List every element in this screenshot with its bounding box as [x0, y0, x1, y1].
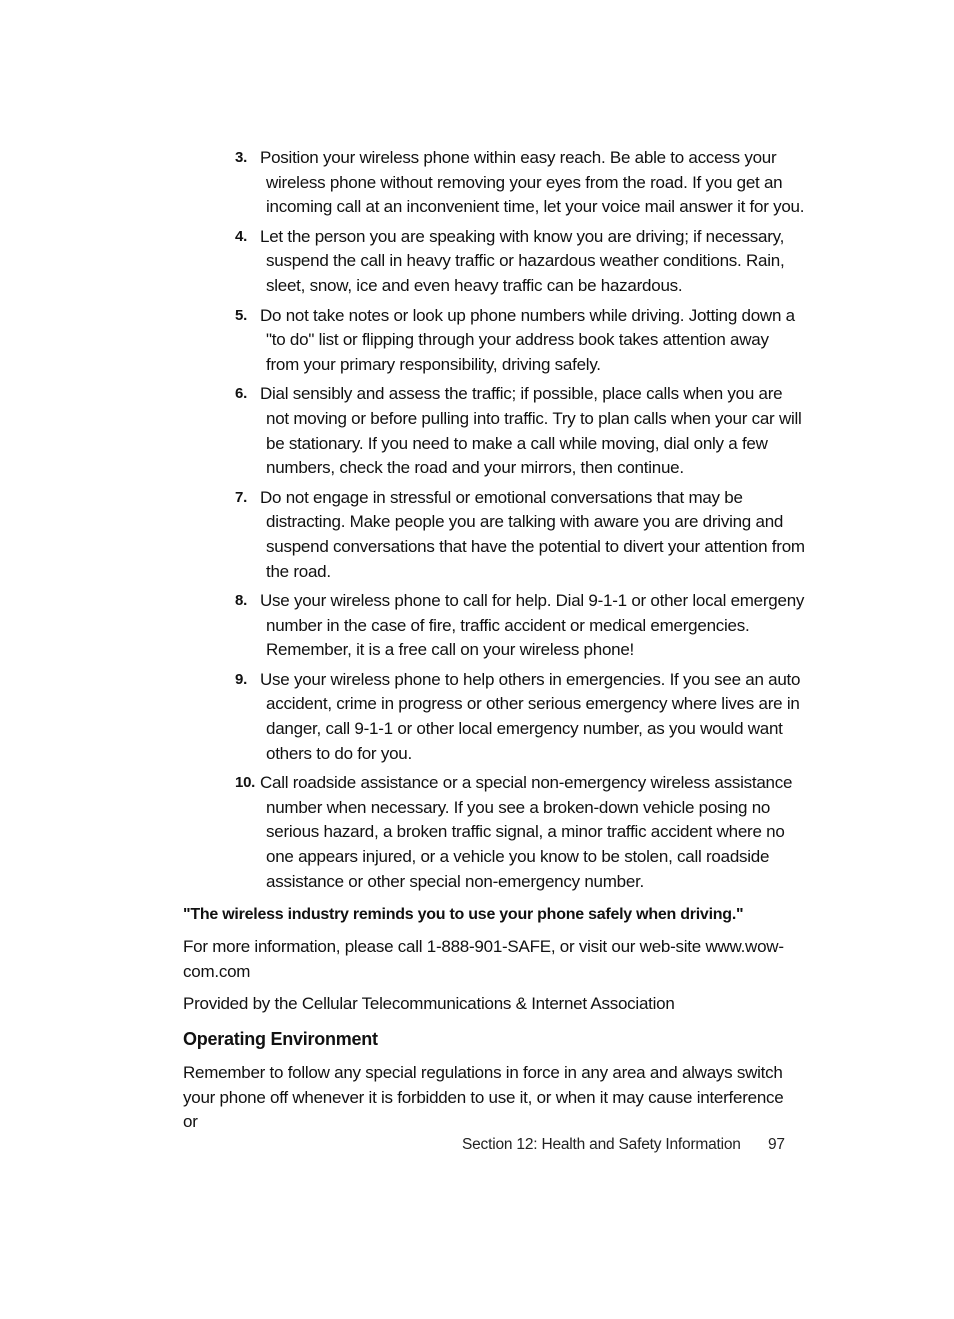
list-item-first-line: Use your wireless phone to help others in emergencies. If you see an auto	[260, 669, 801, 689]
list-item-text: accident, crime in progress or other serious emergency where lives are in danger, call 9-1-1 or other local emergency number, as you would want others to do for you.	[266, 694, 800, 763]
list-item-first-line: Use your wireless phone to call for help. Dial 9-1-1 or other local emergeny	[260, 591, 805, 611]
list-item-text: "to do" list or flipping through your address book takes attention away from your primary responsibility, driving safely.	[266, 330, 769, 374]
list-item	[235, 225, 805, 299]
safety-quote: "The wireless industry reminds you to use your phone safely when driving."	[183, 906, 744, 923]
list-item-text: number in the case of fire, traffic accident or medical emergencies. Remember, it is a free call on your wireless phone!	[266, 615, 750, 660]
list-item-text: moving or before pulling into traffic. Try to plan calls when your car will be stationary. If you need to make a call while moving, dial only a few numbers, check the road and your mirrors, then continue.	[266, 408, 802, 478]
list-item-number: 7.	[235, 488, 248, 506]
safety-tips-list	[235, 146, 805, 899]
list-item-number: 4.	[235, 227, 248, 245]
footer-section-title: Section 12: Health and Safety Information	[462, 1136, 741, 1153]
list-item	[235, 668, 805, 766]
list-item-number: 6.	[235, 385, 248, 403]
list-item-number: 9.	[235, 670, 248, 688]
list-item-first-line: Let the person you are speaking with know you are driving; if necessary,	[260, 226, 785, 246]
list-item	[235, 146, 805, 220]
list-item-number: 5.	[235, 306, 248, 324]
list-item-text: number when necessary. If you see a broken-down vehicle posing no serious hazard, a broken traffic signal, a minor traffic accident where no one appears injured, or a vehicle you know to be stolen, call roadside assistance or other special non-emergency number.	[266, 797, 785, 891]
page-footer	[462, 1136, 785, 1154]
list-item	[235, 304, 805, 378]
list-item-number: 10.	[235, 774, 256, 792]
list-item	[235, 382, 805, 480]
list-item-text: distracting. Make people you are talking with aware you are driving and suspend conversations that have the potential to divert your attention from the road.	[266, 512, 805, 581]
list-item-first-line: Do not engage in stressful or emotional conversations that may be	[260, 487, 743, 507]
list-item	[235, 771, 805, 894]
list-item-first-line: Do not take notes or look up phone numbers while driving. Jotting down a	[260, 305, 795, 325]
list-item-first-line: Dial sensibly and assess the traffic; if possible, place calls when you are not	[260, 384, 783, 428]
list-item-text: wireless phone without removing your eyes from the road. If you get an incoming call at an inconvenient time, let your voice mail answer it for you.	[266, 172, 805, 217]
list-item	[235, 486, 805, 584]
operating-environment-paragraph: Remember to follow any special regulations in force in any area and always switch your phone off whenever it is forbidden to use it, or when it may cause interference or	[183, 1063, 784, 1132]
provided-by-paragraph: Provided by the Cellular Telecommunications & Internet Association	[183, 994, 675, 1013]
more-info-paragraph: For more information, please call 1-888-901-SAFE, or visit our web-site www.wow-com.com	[183, 937, 784, 981]
list-item-first-line: Call roadside assistance or a special non-emergency wireless assistance	[260, 773, 793, 793]
list-item-first-line: Position your wireless phone within easy reach. Be able to access your	[260, 148, 777, 167]
list-item	[235, 589, 805, 663]
list-item-number: 8.	[235, 592, 248, 610]
section-heading: Operating Environment	[183, 1029, 378, 1049]
page-number: 97	[768, 1136, 785, 1153]
list-item-text: suspend the call in heavy traffic or hazardous weather conditions. Rain, sleet, snow, ice and even heavy traffic can be hazardous.	[266, 251, 785, 295]
list-item-number: 3.	[235, 149, 248, 166]
